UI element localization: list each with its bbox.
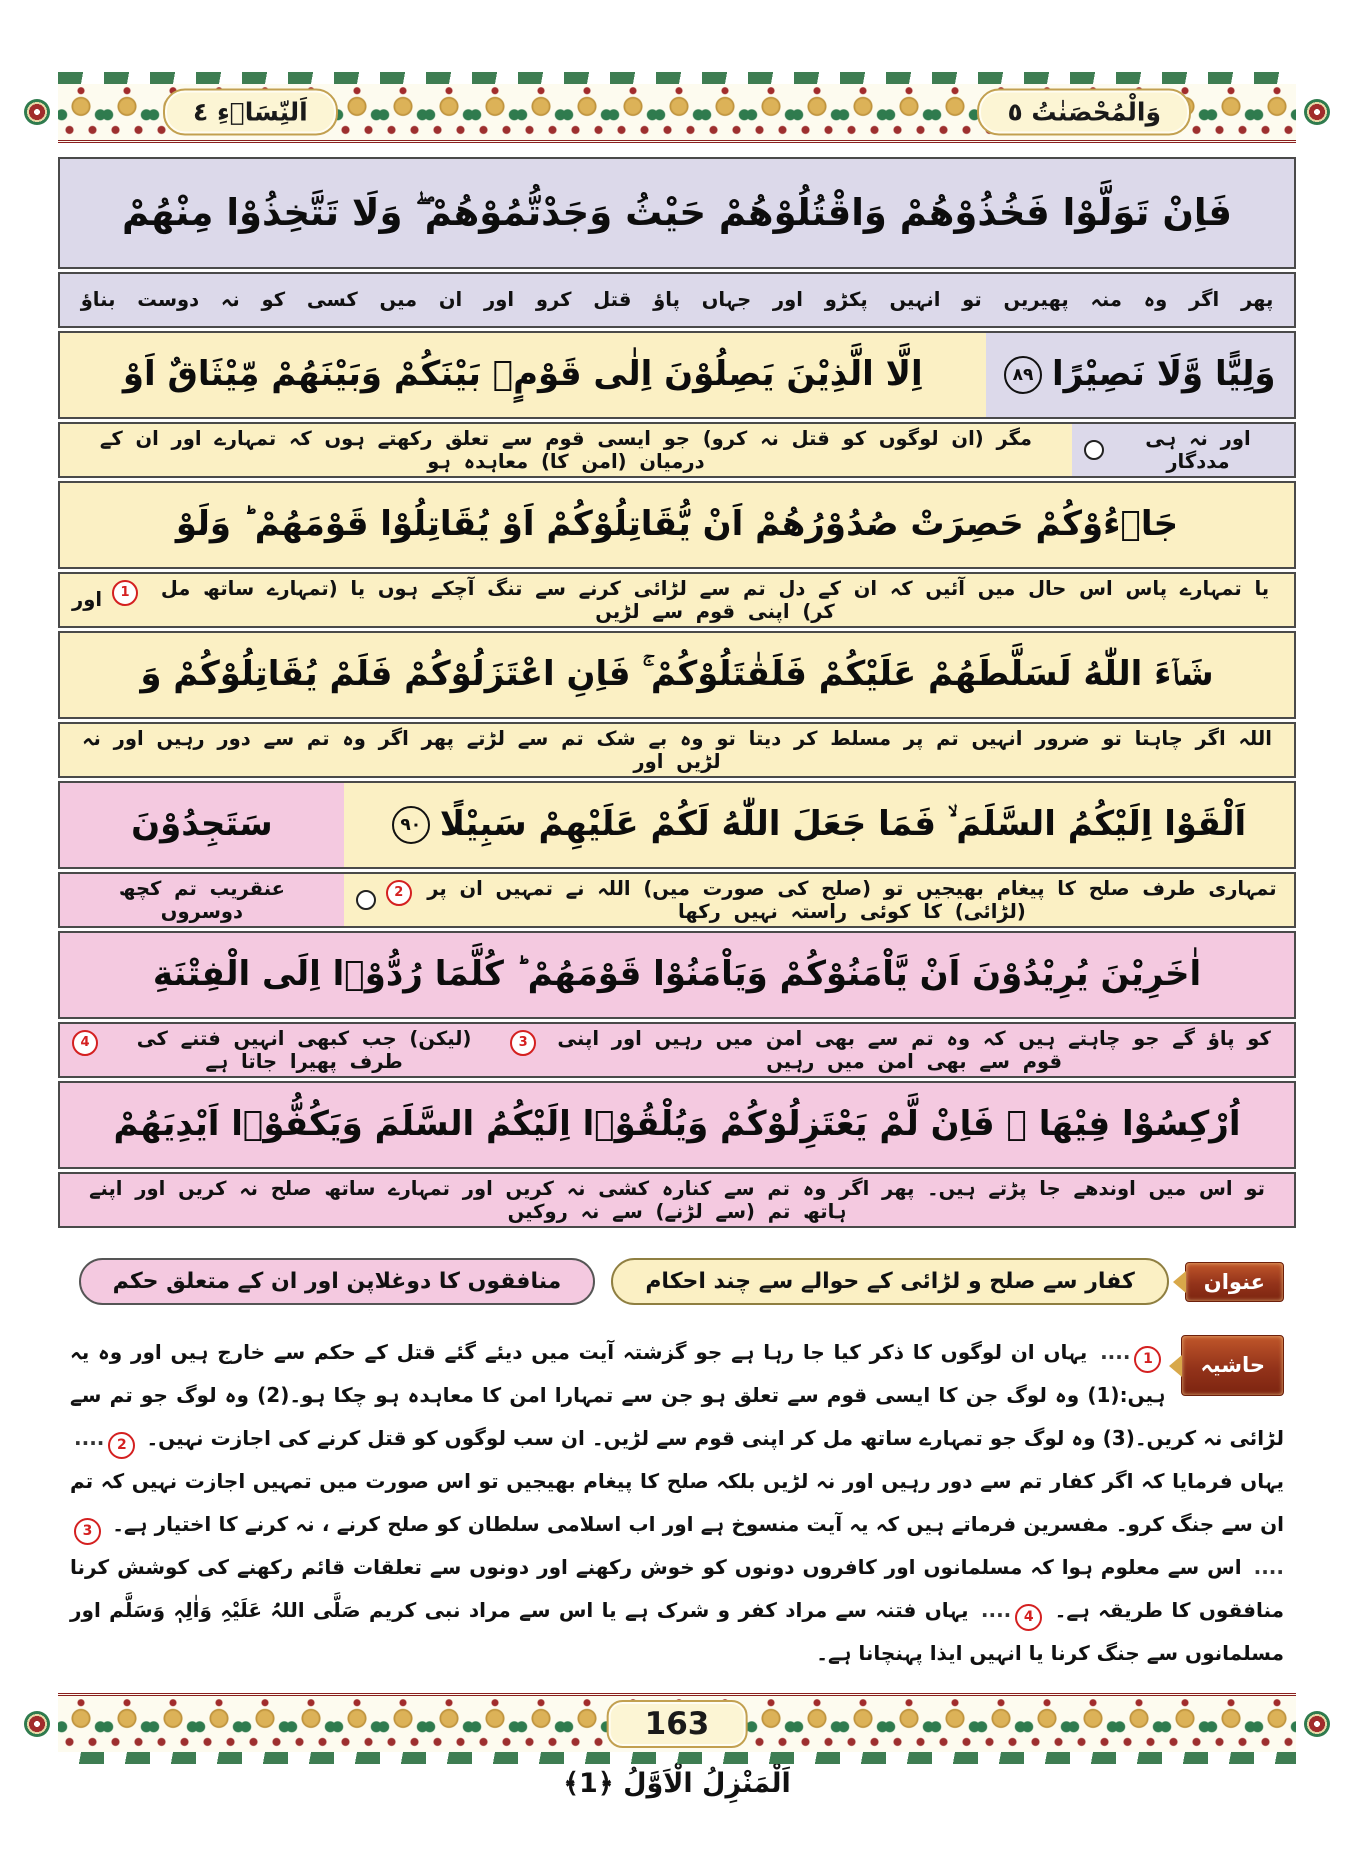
- juz-name-cartouche: [977, 89, 1191, 136]
- unwan-label-text: عنوان: [1203, 1269, 1265, 1294]
- arabic-text: اَلْقَوْا اِلَيْكُمُ السَّلَمَ ۙ فَمَا جَعَلَ اللّٰهُ لَكُمْ عَلَيْهِمْ سَبِيْلًا: [439, 804, 1247, 845]
- footnote-number: 2: [108, 1432, 135, 1459]
- translation-row-urdu: [58, 422, 1296, 478]
- translation-row-urdu: [58, 722, 1296, 778]
- footnote-marker: 4: [72, 1030, 98, 1056]
- urdu-text: (لیکن) جب کبھی انہیں فتنے کی طرف پھیرا جاتا ہے: [136, 1026, 472, 1073]
- verses-block: [58, 157, 1296, 1228]
- arabic-text: شَاۤءَ اللّٰهُ لَسَلَّطَهُمْ عَلَيْكُمْ فَلَقٰتَلُوْكُمْ ۚ فَاِنِ اعْتَزَلُوْكُمْ فَلَمْ يُقَاتِلُوْكُمْ وَ: [140, 654, 1214, 695]
- end-of-verse-circle-icon: [1084, 440, 1104, 460]
- top-ornament-border: [58, 84, 1296, 143]
- translation-segment: [60, 1174, 1294, 1226]
- translation-segment: [60, 1024, 1294, 1076]
- verse-row-arabic: [58, 331, 1296, 419]
- arabic-text: اُرْكِسُوْا فِيْهَا ۚ فَاِنْ لَّمْ يَعْتَزِلُوْكُمْ وَيُلْقُوْۤا اِلَيْكُمُ السَّلَمَ وَيَكُفُّوْۤا اَيْدِيَهُمْ: [113, 1104, 1241, 1145]
- bottom-ornament-border: [58, 1693, 1296, 1752]
- end-of-verse-circle-icon: [356, 890, 376, 910]
- translation-segment: [1072, 424, 1294, 476]
- arabic-text: سَتَجِدُوْنَ: [131, 804, 273, 845]
- urdu-text: پھر اگر وہ منہ پھیریں تو انہیں پکڑو اور جہاں پاؤ قتل کرو اور ان میں کسی کو نہ دوست بناؤ: [80, 288, 1274, 312]
- heading-pill-rulings: [611, 1258, 1168, 1305]
- footnote-dots: ....: [980, 1598, 1012, 1622]
- rosette-icon: [1304, 99, 1330, 125]
- translation-segment: [60, 424, 1072, 476]
- footnote-dots: ....: [1100, 1340, 1131, 1364]
- verse-segment: [60, 783, 344, 867]
- verse-row-arabic: [58, 157, 1296, 269]
- verse-row-arabic: [58, 481, 1296, 569]
- arabic-text: فَاِنْ تَوَلَّوْا فَخُذُوْهُمْ وَاقْتُلُوْهُمْ حَيْثُ وَجَدْتُّمُوْهُمْ ۖ وَلَا تَتَّخِذُوْا مِنْهُمْ: [121, 190, 1233, 234]
- translation-row-urdu: [58, 272, 1296, 328]
- translation-segment: [344, 874, 1294, 926]
- verse-segment: [60, 159, 1294, 267]
- verse-segment: [60, 1083, 1294, 1167]
- footnote-number: 4: [1015, 1604, 1042, 1631]
- heading-pill-hypocrites: [79, 1258, 596, 1305]
- arabic-text: اِلَّا الَّذِيْنَ يَصِلُوْنَ اِلٰى قَوْمٍۭ بَيْنَكُمْ وَبَيْنَهُمْ مِّيْثَاقٌ اَوْ: [122, 354, 923, 395]
- rosette-icon: [24, 1711, 50, 1737]
- footnote-text: یہاں ان لوگوں کا ذکر کیا جا رہا ہے جو گزشتہ آیت میں دیئے گئے قتل کے حکم سے خارج ہیں اور وہ یہ ہیں:(1) وہ لوگ جن کا ایسی قوم سے تعلق ہو جن سے تمہارا امن کا معاہدہ ہو چکا ہو۔(2) وہ لوگ جو تم سے لڑائی نہ کریں۔(3) وہ لوگ جو تمہارے ساتھ مل کر اپنی قوم سے لڑیں۔ ان سب لوگوں کو قتل کرنے کی اجازت نہیں۔: [70, 1340, 1285, 1450]
- rosette-icon: [24, 99, 50, 125]
- arabic-text: اٰخَرِيْنَ يُرِيْدُوْنَ اَنْ يَّاْمَنُوْكُمْ وَيَاْمَنُوْا قَوْمَهُمْ ؕ كُلَّمَا رُدُّوْۤا اِلَى الْفِتْنَةِ: [152, 954, 1202, 995]
- verse-row-arabic: [58, 931, 1296, 1019]
- translation-row-urdu: [58, 1172, 1296, 1228]
- verse-segment: [60, 633, 1294, 717]
- footnote-number: 3: [74, 1518, 101, 1545]
- verse-row-arabic: [58, 781, 1296, 869]
- footnote-text: اس سے معلوم ہوا کہ مسلمانوں اور کافروں دونوں کو خوش رکھنے اور دونوں سے تعلقات قائم رکھنے کی کوشش کرنا منافقوں کا طریقہ ہے۔: [70, 1555, 1284, 1622]
- urdu-text: مگر (ان لوگوں کو قتل نہ کرو) جو ایسی قوم سے تعلق رکھتے ہوں کہ تمہارے اور ان کے درمیان (امن کا) معاہدہ ہو: [99, 426, 1032, 473]
- verse-row-arabic: [58, 631, 1296, 719]
- verse-segment: [60, 933, 1294, 1017]
- verse-segment: [60, 333, 986, 417]
- verse-segment: [60, 483, 1294, 567]
- arabic-text: وَلِيًّا وَّلَا نَصِيْرًا: [1051, 354, 1276, 395]
- urdu-text: کو پاؤ گے جو چاہتے ہیں کہ وہ تم سے بھی امن میں رہیں اور اپنی قوم سے بھی امن میں رہیں: [557, 1026, 1271, 1073]
- footnote-number: 1: [1134, 1346, 1161, 1373]
- verse-segment: [344, 783, 1294, 867]
- footnote-dots: ....: [1253, 1555, 1284, 1579]
- footnote-marker: 3: [510, 1030, 536, 1056]
- page-number: 163: [644, 1706, 710, 1742]
- translation-segment: [60, 274, 1294, 326]
- headings-row: [70, 1258, 1284, 1305]
- manzil-label: اَلْمَنْزِلُ الْاَوَّلُ ﴿1﴾: [563, 1768, 791, 1799]
- surah-name: اَلنِّسَاۤءِ ٤: [193, 97, 308, 127]
- footnote-text: یہاں فتنہ سے مراد کفر و شرک ہے یا اس سے مراد نبی کریم صَلَّی اللہُ عَلَیْہِ وَاٰلِہٖ وَسَلَّم اور مسلمانوں سے جنگ کرنا یا انہیں ایذا پہنچانا ہے۔: [70, 1598, 1284, 1665]
- translation-row-urdu: [58, 872, 1296, 928]
- footnote-marker: 2: [386, 880, 412, 906]
- ayah-number: ٩٠: [392, 806, 430, 844]
- hashiya-label: [1181, 1335, 1284, 1396]
- footnote-marker: 1: [112, 580, 138, 606]
- rosette-icon: [1304, 1711, 1330, 1737]
- footnotes-section: [70, 1331, 1284, 1675]
- urdu-text: عنقریب تم کچھ دوسروں: [118, 876, 285, 923]
- translation-segment: [60, 874, 344, 926]
- heading-text: منافقوں کا دوغلاپن اور ان کے متعلق حکم: [112, 1269, 562, 1294]
- translation-row-urdu: [58, 572, 1296, 628]
- urdu-text: اور: [72, 588, 103, 612]
- unwan-label: [1185, 1262, 1284, 1302]
- heading-text: کفار سے صلح و لڑائی کے حوالے سے چند احکام: [645, 1269, 1135, 1294]
- surah-name-cartouche: [163, 89, 338, 136]
- page-number-cartouche: [607, 1700, 748, 1748]
- urdu-text: تو اس میں اوندھے جا پڑتے ہیں۔ پھر اگر وہ تم سے کنارہ کشی نہ کریں اور تمہارے ساتھ صلح نہ کریں اور اپنے ہاتھ تم (سے لڑنے) سے نہ روکیں: [89, 1176, 1265, 1223]
- urdu-text: یا تمہارے پاس اس حال میں آئیں کہ ان کے دل تم سے لڑائی کرنے سے تنگ آچکے ہوں یا (تمہارے ساتھ مل کر) اپنی قوم سے لڑیں: [160, 576, 1270, 623]
- arabic-text: جَاۤءُوْكُمْ حَصِرَتْ صُدُوْرُهُمْ اَنْ يُّقَاتِلُوْكُمْ اَوْ يُقَاتِلُوْا قَوْمَهُمْ ؕ وَلَوْ: [175, 504, 1179, 545]
- footnote-entry: [70, 1340, 1284, 1450]
- translation-segment: [60, 574, 1294, 626]
- translation-row-urdu: [58, 1022, 1296, 1078]
- urdu-text: اللہ اگر چاہتا تو ضرور انہیں تم پر مسلط کر دیتا تو وہ بے شک تم سے لڑتے پھر اگر وہ تم سے دور رہیں اور نہ لڑیں اور: [82, 726, 1272, 773]
- ayah-number: ٨٩: [1004, 356, 1042, 394]
- urdu-text: اور نہ ہی مددگار: [1145, 426, 1251, 473]
- verse-segment: [986, 333, 1295, 417]
- juz-name: وَالْمُحْصَنٰتُ ٥: [1007, 97, 1161, 127]
- translation-segment: [60, 724, 1294, 776]
- verse-row-arabic: [58, 1081, 1296, 1169]
- hashiya-label-text: حاشیہ: [1200, 1353, 1265, 1377]
- footnote-text: یہاں فرمایا کہ اگر کفار تم سے دور رہیں اور نہ لڑیں بلکہ صلح کا پیغام بھیجیں تو اس صورت میں تمہیں اجازت نہیں کہ تم ان سے جنگ کرو۔ مفسرین فرماتے ہیں کہ یہ آیت منسوخ ہے اور اب اسلامی سلطان کو صلح کرنے ، نہ کرنے کا اختیار ہے۔: [70, 1469, 1284, 1536]
- urdu-text: تمہاری طرف صلح کا پیغام بھیجیں تو (صلح کی صورت میں) اللہ نے تمہیں ان پر (لڑائی) کا کوئی راستہ نہیں رکھا: [427, 876, 1277, 923]
- footnote-dots: ....: [74, 1426, 105, 1450]
